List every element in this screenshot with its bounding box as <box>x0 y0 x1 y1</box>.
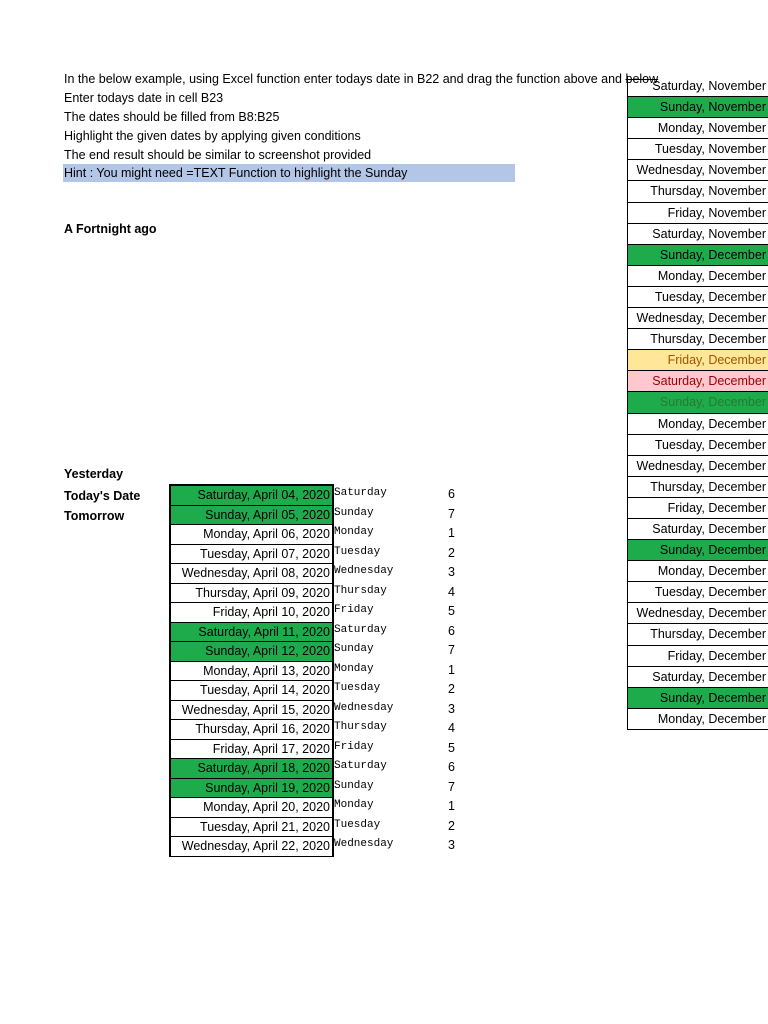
right-date-cell[interactable]: Tuesday, December <box>628 287 768 308</box>
right-date-cell[interactable]: Saturday, December <box>628 371 768 392</box>
day-name-cell[interactable]: Tuesday <box>334 545 381 558</box>
weekday-number-cell[interactable]: 6 <box>448 623 455 638</box>
instruction-line-2: Enter todays date in cell B23 <box>64 91 224 105</box>
weekday-number-cell[interactable]: 2 <box>448 682 455 696</box>
right-date-cell[interactable]: Sunday, November <box>628 97 768 118</box>
day-name-cell[interactable]: Saturday <box>334 760 387 772</box>
date-cell[interactable]: Saturday, April 18, 2020 <box>171 759 332 779</box>
date-column <box>169 484 334 857</box>
day-name-cell[interactable]: Wednesday <box>334 565 394 577</box>
date-cell[interactable]: Sunday, April 12, 2020 <box>171 642 332 662</box>
weekday-number-cell[interactable]: 4 <box>448 721 455 735</box>
right-date-cell[interactable]: Wednesday, December <box>628 603 768 624</box>
hint-cell[interactable]: Hint : You might need =TEXT Function to highlight the Sunday <box>63 164 515 182</box>
right-date-cell[interactable]: Tuesday, December <box>628 582 768 603</box>
day-name-cell[interactable]: Tuesday <box>334 682 381 694</box>
right-date-cell[interactable]: Thursday, December <box>628 624 768 645</box>
day-name-cell[interactable]: Wednesday <box>334 838 394 850</box>
day-name-cell[interactable]: Sunday <box>334 779 374 792</box>
date-cell[interactable]: Thursday, April 09, 2020 <box>171 584 332 604</box>
date-cell[interactable]: Wednesday, April 08, 2020 <box>171 564 332 584</box>
weekday-number-cell[interactable]: 7 <box>448 643 455 657</box>
day-name-cell[interactable]: Wednesday <box>334 701 394 714</box>
weekday-number-cell[interactable]: 2 <box>448 818 455 833</box>
instruction-line-3: The dates should be filled from B8:B25 <box>64 110 280 124</box>
instruction-line-4: Highlight the given dates by applying given conditions <box>64 129 361 143</box>
right-date-cell[interactable]: Thursday, December <box>628 477 768 498</box>
weekday-number-cell[interactable]: 7 <box>448 779 455 794</box>
date-cell[interactable]: Tuesday, April 21, 2020 <box>171 818 332 838</box>
right-date-cell[interactable]: Saturday, December <box>628 519 768 540</box>
day-name-cell[interactable]: Thursday <box>334 584 387 597</box>
label-today: Today's Date <box>64 489 141 503</box>
date-cell[interactable]: Sunday, April 05, 2020 <box>171 506 332 526</box>
right-date-cell[interactable]: Thursday, December <box>628 329 768 350</box>
day-name-cell[interactable]: Tuesday <box>334 818 381 831</box>
right-date-cell[interactable]: Friday, December <box>628 646 768 667</box>
day-name-cell[interactable]: Friday <box>334 604 374 616</box>
date-cell[interactable]: Thursday, April 16, 2020 <box>171 720 332 740</box>
right-date-cell[interactable]: Wednesday, December <box>628 456 768 477</box>
instruction-strike-text: below <box>625 72 659 86</box>
right-date-cell[interactable]: Sunday, December <box>628 245 768 266</box>
right-date-cell[interactable]: Friday, December <box>628 498 768 519</box>
day-name-cell[interactable]: Friday <box>334 740 374 753</box>
date-cell[interactable]: Friday, April 10, 2020 <box>171 603 332 623</box>
date-cell[interactable]: Friday, April 17, 2020 <box>171 740 332 760</box>
weekday-number-cell[interactable]: 1 <box>448 799 455 813</box>
date-cell[interactable]: Wednesday, April 22, 2020 <box>171 837 332 857</box>
weekday-number-cell[interactable]: 1 <box>448 526 455 540</box>
label-fortnight: A Fortnight ago <box>64 222 157 236</box>
right-date-cell[interactable]: Monday, December <box>628 709 768 730</box>
weekday-number-cell[interactable]: 1 <box>448 662 455 677</box>
right-date-cell[interactable]: Friday, November <box>628 203 768 224</box>
day-name-cell[interactable]: Monday <box>334 662 374 675</box>
weekday-number-cell[interactable]: 2 <box>448 545 455 560</box>
instruction-text: In the below example, using Excel function enter todays date in B22 and drag the function above and <box>64 72 626 86</box>
date-cell[interactable]: Saturday, April 11, 2020 <box>171 623 332 643</box>
weekday-number-cell[interactable]: 5 <box>448 604 455 618</box>
instruction-line-5: The end result should be similar to screenshot provided <box>64 148 372 162</box>
weekday-number-cell[interactable]: 4 <box>448 584 455 599</box>
day-name-column <box>334 484 434 855</box>
right-date-cell[interactable]: Saturday, November <box>628 224 768 245</box>
weekday-number-cell[interactable]: 6 <box>448 760 455 774</box>
right-date-cell[interactable]: Sunday, December <box>628 392 768 413</box>
date-cell[interactable]: Monday, April 20, 2020 <box>171 798 332 818</box>
weekday-number-cell[interactable]: 3 <box>448 838 455 852</box>
weekday-number-cell[interactable]: 3 <box>448 701 455 716</box>
day-name-cell[interactable]: Sunday <box>334 643 374 655</box>
right-date-cell[interactable]: Monday, December <box>628 266 768 287</box>
day-name-cell[interactable]: Thursday <box>334 721 387 733</box>
date-cell[interactable]: Tuesday, April 14, 2020 <box>171 681 332 701</box>
right-date-column <box>627 76 768 730</box>
right-date-cell[interactable]: Wednesday, November <box>628 160 768 181</box>
date-cell[interactable]: Monday, April 13, 2020 <box>171 662 332 682</box>
day-name-cell[interactable]: Saturday <box>334 487 387 499</box>
label-yesterday: Yesterday <box>64 467 124 481</box>
date-cell[interactable]: Sunday, April 19, 2020 <box>171 779 332 799</box>
right-date-cell[interactable]: Monday, December <box>628 561 768 582</box>
right-date-cell[interactable]: Saturday, November <box>628 76 768 97</box>
label-tomorrow: Tomorrow <box>64 509 125 523</box>
day-name-cell[interactable]: Monday <box>334 799 374 811</box>
date-cell[interactable]: Monday, April 06, 2020 <box>171 525 332 545</box>
date-cell[interactable]: Wednesday, April 15, 2020 <box>171 701 332 721</box>
right-date-cell[interactable]: Tuesday, December <box>628 435 768 456</box>
date-cell[interactable]: Saturday, April 04, 2020 <box>171 486 332 506</box>
instruction-line-1 <box>64 70 658 88</box>
date-cell[interactable]: Tuesday, April 07, 2020 <box>171 545 332 565</box>
right-date-cell[interactable]: Monday, November <box>628 118 768 139</box>
right-date-cell[interactable]: Friday, December <box>628 350 768 371</box>
weekday-number-cell[interactable]: 6 <box>448 487 455 501</box>
right-date-cell[interactable]: Monday, December <box>628 414 768 435</box>
weekday-number-cell[interactable]: 3 <box>448 565 455 579</box>
day-name-cell[interactable]: Sunday <box>334 506 374 519</box>
weekday-number-cell[interactable]: 5 <box>448 740 455 755</box>
right-date-cell[interactable]: Wednesday, December <box>628 308 768 329</box>
day-name-cell[interactable]: Monday <box>334 526 374 538</box>
weekday-number-column <box>430 484 455 855</box>
right-date-cell[interactable]: Tuesday, November <box>628 139 768 160</box>
right-date-cell[interactable]: Sunday, December <box>628 540 768 561</box>
day-name-cell[interactable]: Saturday <box>334 623 387 636</box>
weekday-number-cell[interactable]: 7 <box>448 506 455 521</box>
right-date-cell[interactable]: Saturday, December <box>628 667 768 688</box>
right-date-cell[interactable]: Thursday, November <box>628 181 768 202</box>
right-date-cell[interactable]: Sunday, December <box>628 688 768 709</box>
